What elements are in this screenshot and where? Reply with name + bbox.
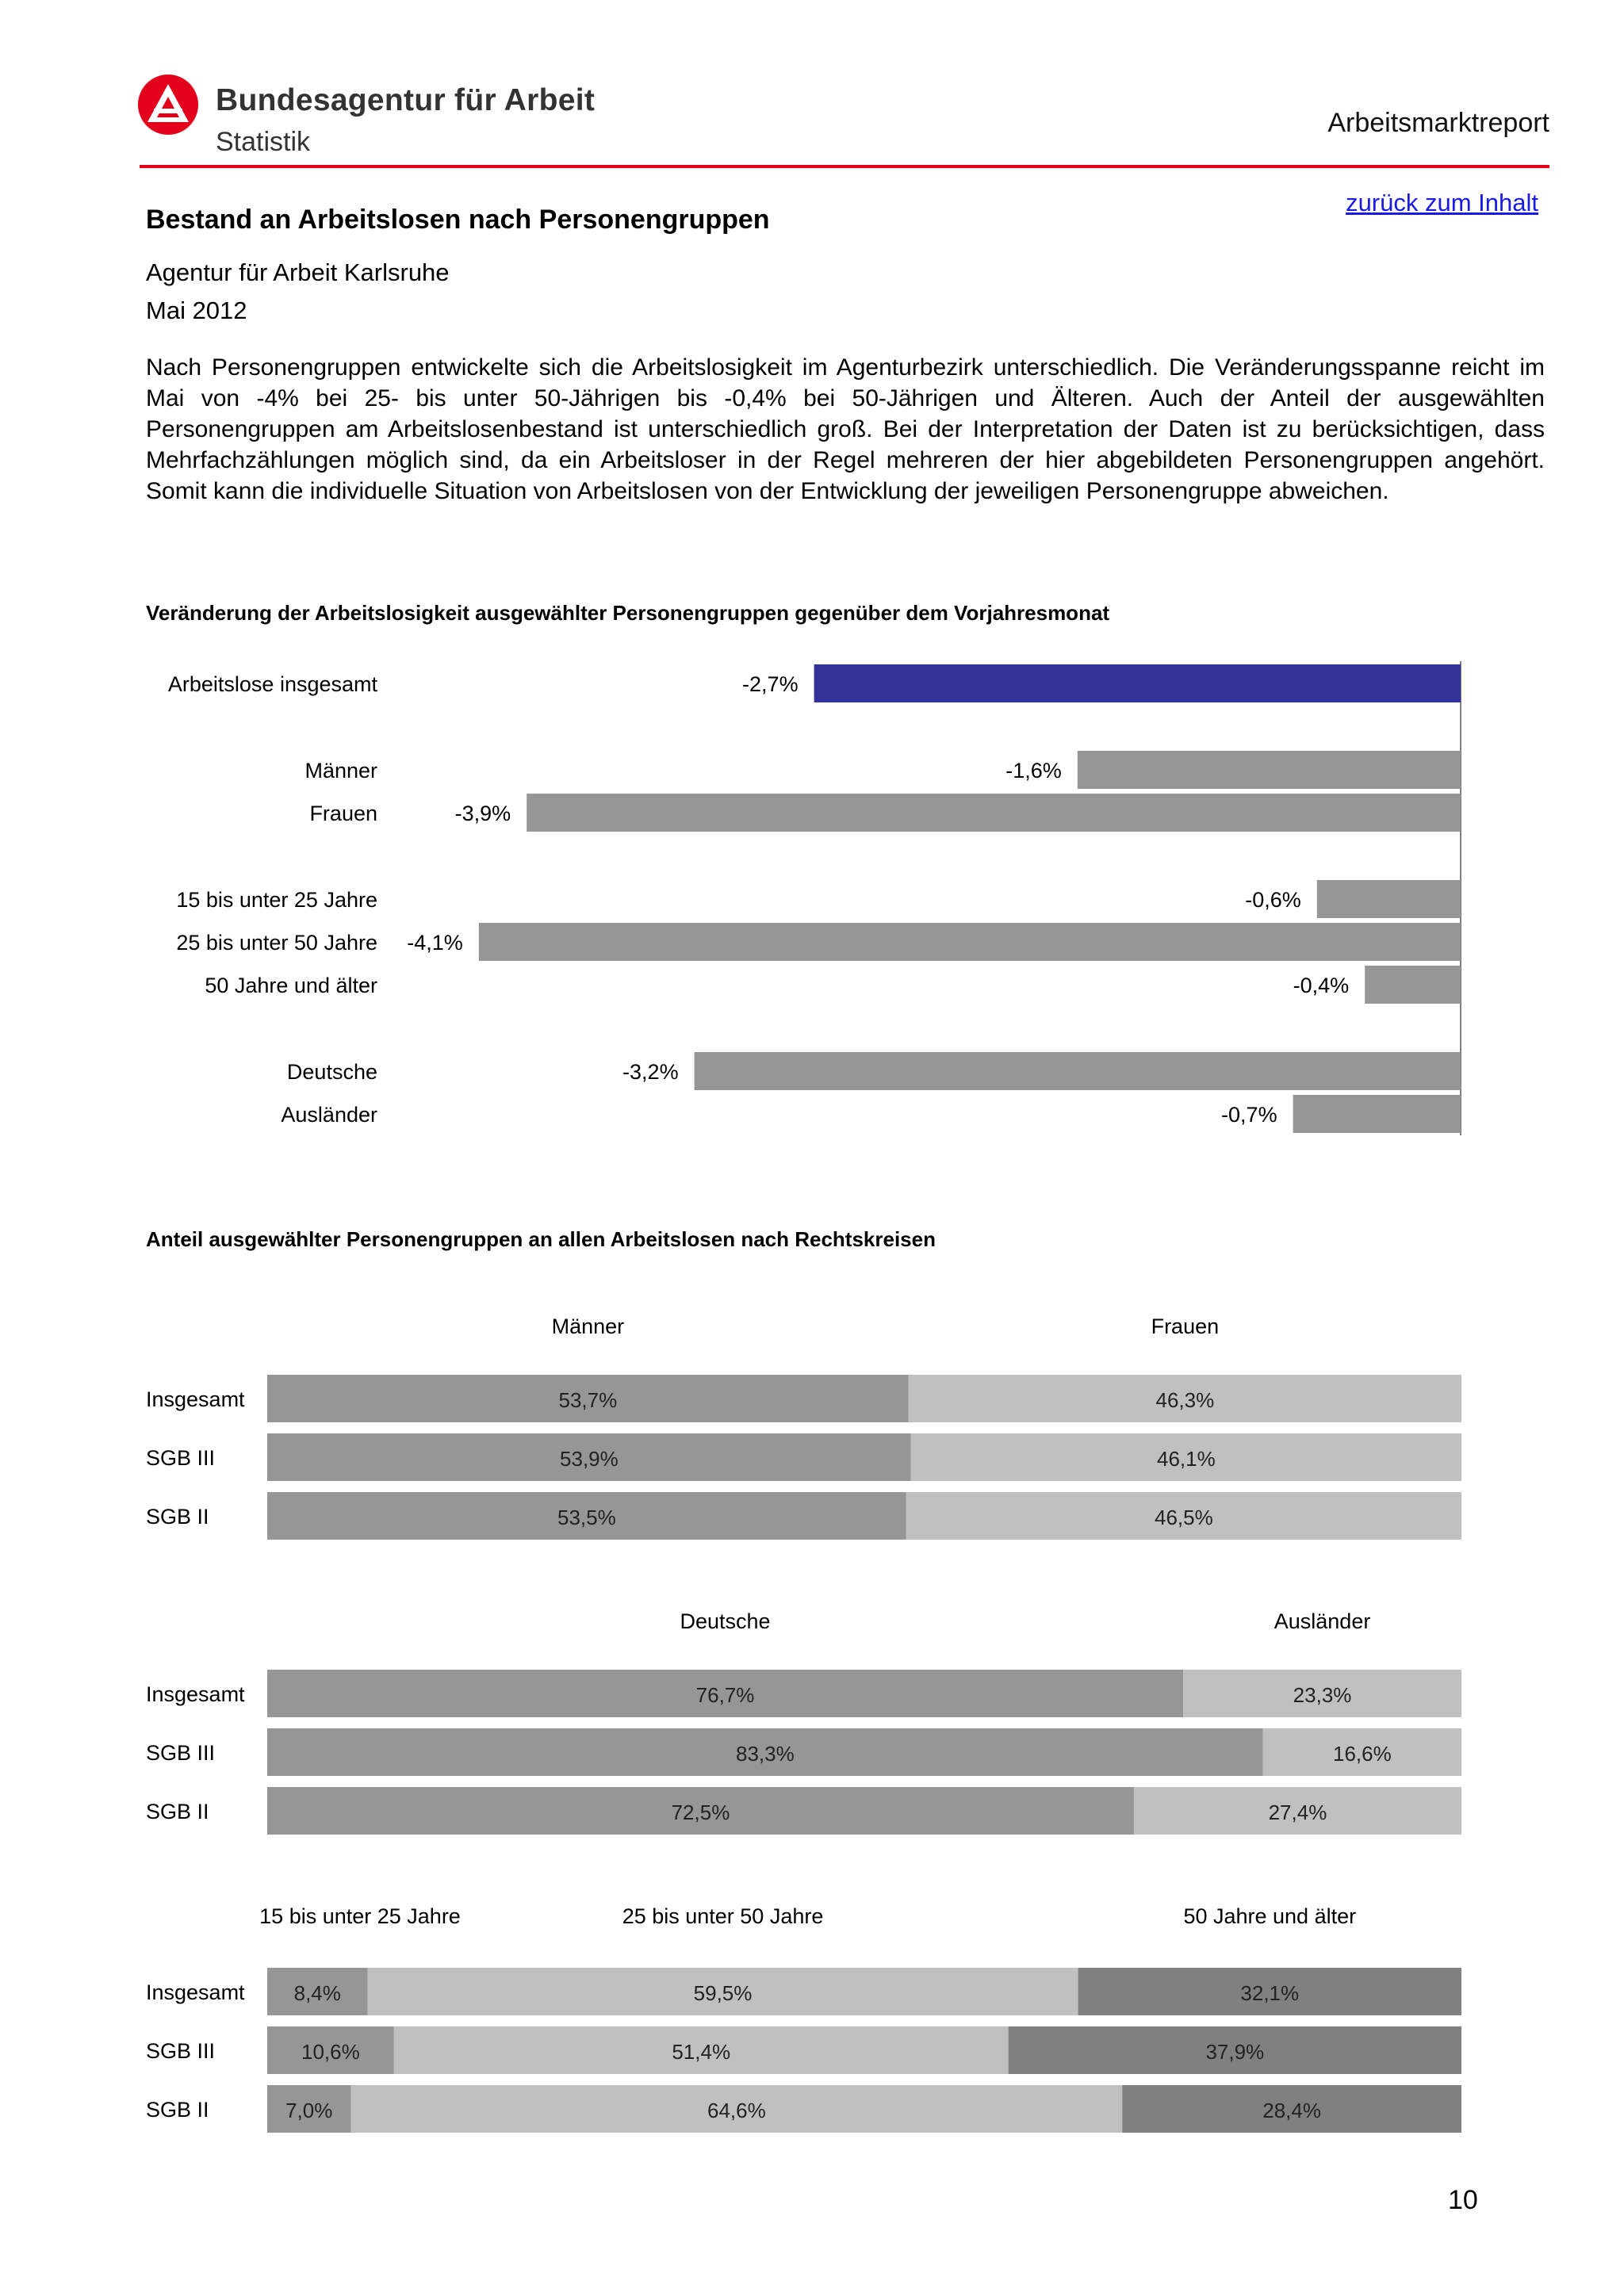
change-category-label: Deutsche — [286, 1060, 377, 1084]
share-value-label: 46,5% — [1154, 1506, 1213, 1529]
page-number: 10 — [1448, 2185, 1478, 2215]
change-value-label: -2,7% — [742, 672, 799, 696]
series-header-label: 15 bis unter 25 Jahre — [259, 1904, 461, 1928]
change-chart-title: Veränderung der Arbeitslosigkeit ausgewählter Personengruppen gegenüber dem Vorjahresmonat — [146, 601, 1110, 625]
row-label: SGB II — [146, 1800, 209, 1823]
change-value-label: -0,6% — [1245, 888, 1301, 912]
change-value-label: -0,7% — [1221, 1103, 1277, 1127]
share-value-label: 64,6% — [707, 2099, 766, 2122]
share-value-label: 27,4% — [1268, 1800, 1327, 1824]
share-value-label: 76,7% — [695, 1683, 755, 1707]
change-value-label: -3,9% — [454, 802, 511, 825]
share-value-label: 46,1% — [1156, 1447, 1216, 1471]
share-value-label: 8,4% — [293, 1981, 341, 2005]
share-value-label: 59,5% — [693, 1981, 753, 2005]
change-category-label: 15 bis unter 25 Jahre — [176, 888, 377, 912]
page-title: Bestand an Arbeitslosen nach Personengruppen — [146, 205, 770, 235]
share-chart — [0, 1300, 1624, 2141]
change-bar — [1365, 966, 1461, 1004]
row-label: SGB II — [146, 2098, 209, 2122]
report-title: Arbeitsmarktreport — [1327, 108, 1549, 138]
series-header-label: Männer — [551, 1314, 625, 1338]
share-chart-title: Anteil ausgewählter Personengruppen an allen Arbeitslosen nach Rechtskreisen — [146, 1227, 936, 1251]
back-to-contents-link[interactable]: zurück zum Inhalt — [1346, 189, 1538, 216]
change-bar — [479, 923, 1461, 961]
share-value-label: 28,4% — [1262, 2099, 1322, 2122]
change-category-label: Ausländer — [281, 1103, 377, 1127]
change-bar — [1317, 880, 1461, 918]
share-value-label: 10,6% — [301, 2040, 360, 2064]
share-value-label: 32,1% — [1240, 1981, 1300, 2005]
change-bar — [527, 794, 1461, 832]
change-bar — [695, 1052, 1461, 1090]
change-category-label: 50 Jahre und älter — [205, 974, 377, 997]
series-header-label: Frauen — [1151, 1314, 1220, 1338]
report-period: Mai 2012 — [146, 297, 247, 324]
row-label: Insgesamt — [146, 1682, 245, 1706]
share-value-label: 53,9% — [559, 1447, 619, 1471]
ba-logo-icon — [136, 73, 200, 136]
intro-paragraph: Nach Personengruppen entwickelte sich die Arbeitslosigkeit im Agenturbezirk unterschiedlich. Die Veränderungsspanne reicht im Mai von -4% bei 25- bis unter 50-Jährigen bis -0,4% bei 50-Jährigen und Älteren. Auch der Anteil der ausgewählten Personengruppen am Arbeitslosenbestand ist unterschiedlich groß. Bei der Interpretation der Daten ist zu berücksichtigen, dass Mehrfachzählungen möglich sind, da ein Arbeitsloser in der Regel mehreren der hier abgebildeten Personengruppen angehört. Somit kann die individuelle Situation von Arbeitslosen von der Entwicklung der jeweiligen Personengruppe abweichen. — [146, 354, 1545, 504]
change-value-label: -1,6% — [1005, 759, 1062, 783]
series-header-label: Deutsche — [680, 1609, 771, 1633]
change-bar — [814, 664, 1461, 702]
row-label: Insgesamt — [146, 1387, 245, 1411]
change-value-label: -4,1% — [407, 931, 463, 955]
share-value-label: 72,5% — [671, 1800, 730, 1824]
change-value-label: -0,4% — [1293, 974, 1350, 997]
change-category-label: 25 bis unter 50 Jahre — [176, 931, 377, 955]
series-header-label: Ausländer — [1274, 1609, 1371, 1633]
org-name: Bundesagentur für Arbeit — [216, 83, 596, 117]
change-category-label: Frauen — [309, 802, 377, 825]
share-value-label: 53,7% — [558, 1388, 618, 1412]
share-value-label: 51,4% — [672, 2040, 731, 2064]
change-bar — [1293, 1095, 1461, 1133]
share-value-label: 46,3% — [1155, 1388, 1215, 1412]
row-label: SGB III — [146, 1741, 216, 1765]
row-label: Insgesamt — [146, 1980, 245, 2004]
change-category-label: Arbeitslose insgesamt — [167, 672, 377, 696]
change-bar — [1078, 751, 1461, 789]
share-value-label: 16,6% — [1333, 1742, 1392, 1766]
header-divider — [140, 165, 1549, 168]
change-chart — [0, 650, 1624, 1158]
series-header-label: 50 Jahre und älter — [1183, 1904, 1357, 1928]
row-label: SGB III — [146, 2039, 216, 2063]
row-label: SGB III — [146, 1446, 216, 1470]
agency-name: Agentur für Arbeit Karlsruhe — [146, 258, 450, 286]
row-label: SGB II — [146, 1505, 209, 1529]
change-category-label: Männer — [304, 759, 377, 783]
change-value-label: -3,2% — [622, 1060, 679, 1084]
org-subtitle: Statistik — [216, 127, 311, 157]
share-value-label: 83,3% — [736, 1742, 795, 1766]
share-value-label: 7,0% — [285, 2099, 333, 2122]
share-value-label: 23,3% — [1293, 1683, 1352, 1707]
share-value-label: 37,9% — [1205, 2040, 1265, 2064]
share-value-label: 53,5% — [557, 1506, 616, 1529]
series-header-label: 25 bis unter 50 Jahre — [622, 1904, 824, 1928]
